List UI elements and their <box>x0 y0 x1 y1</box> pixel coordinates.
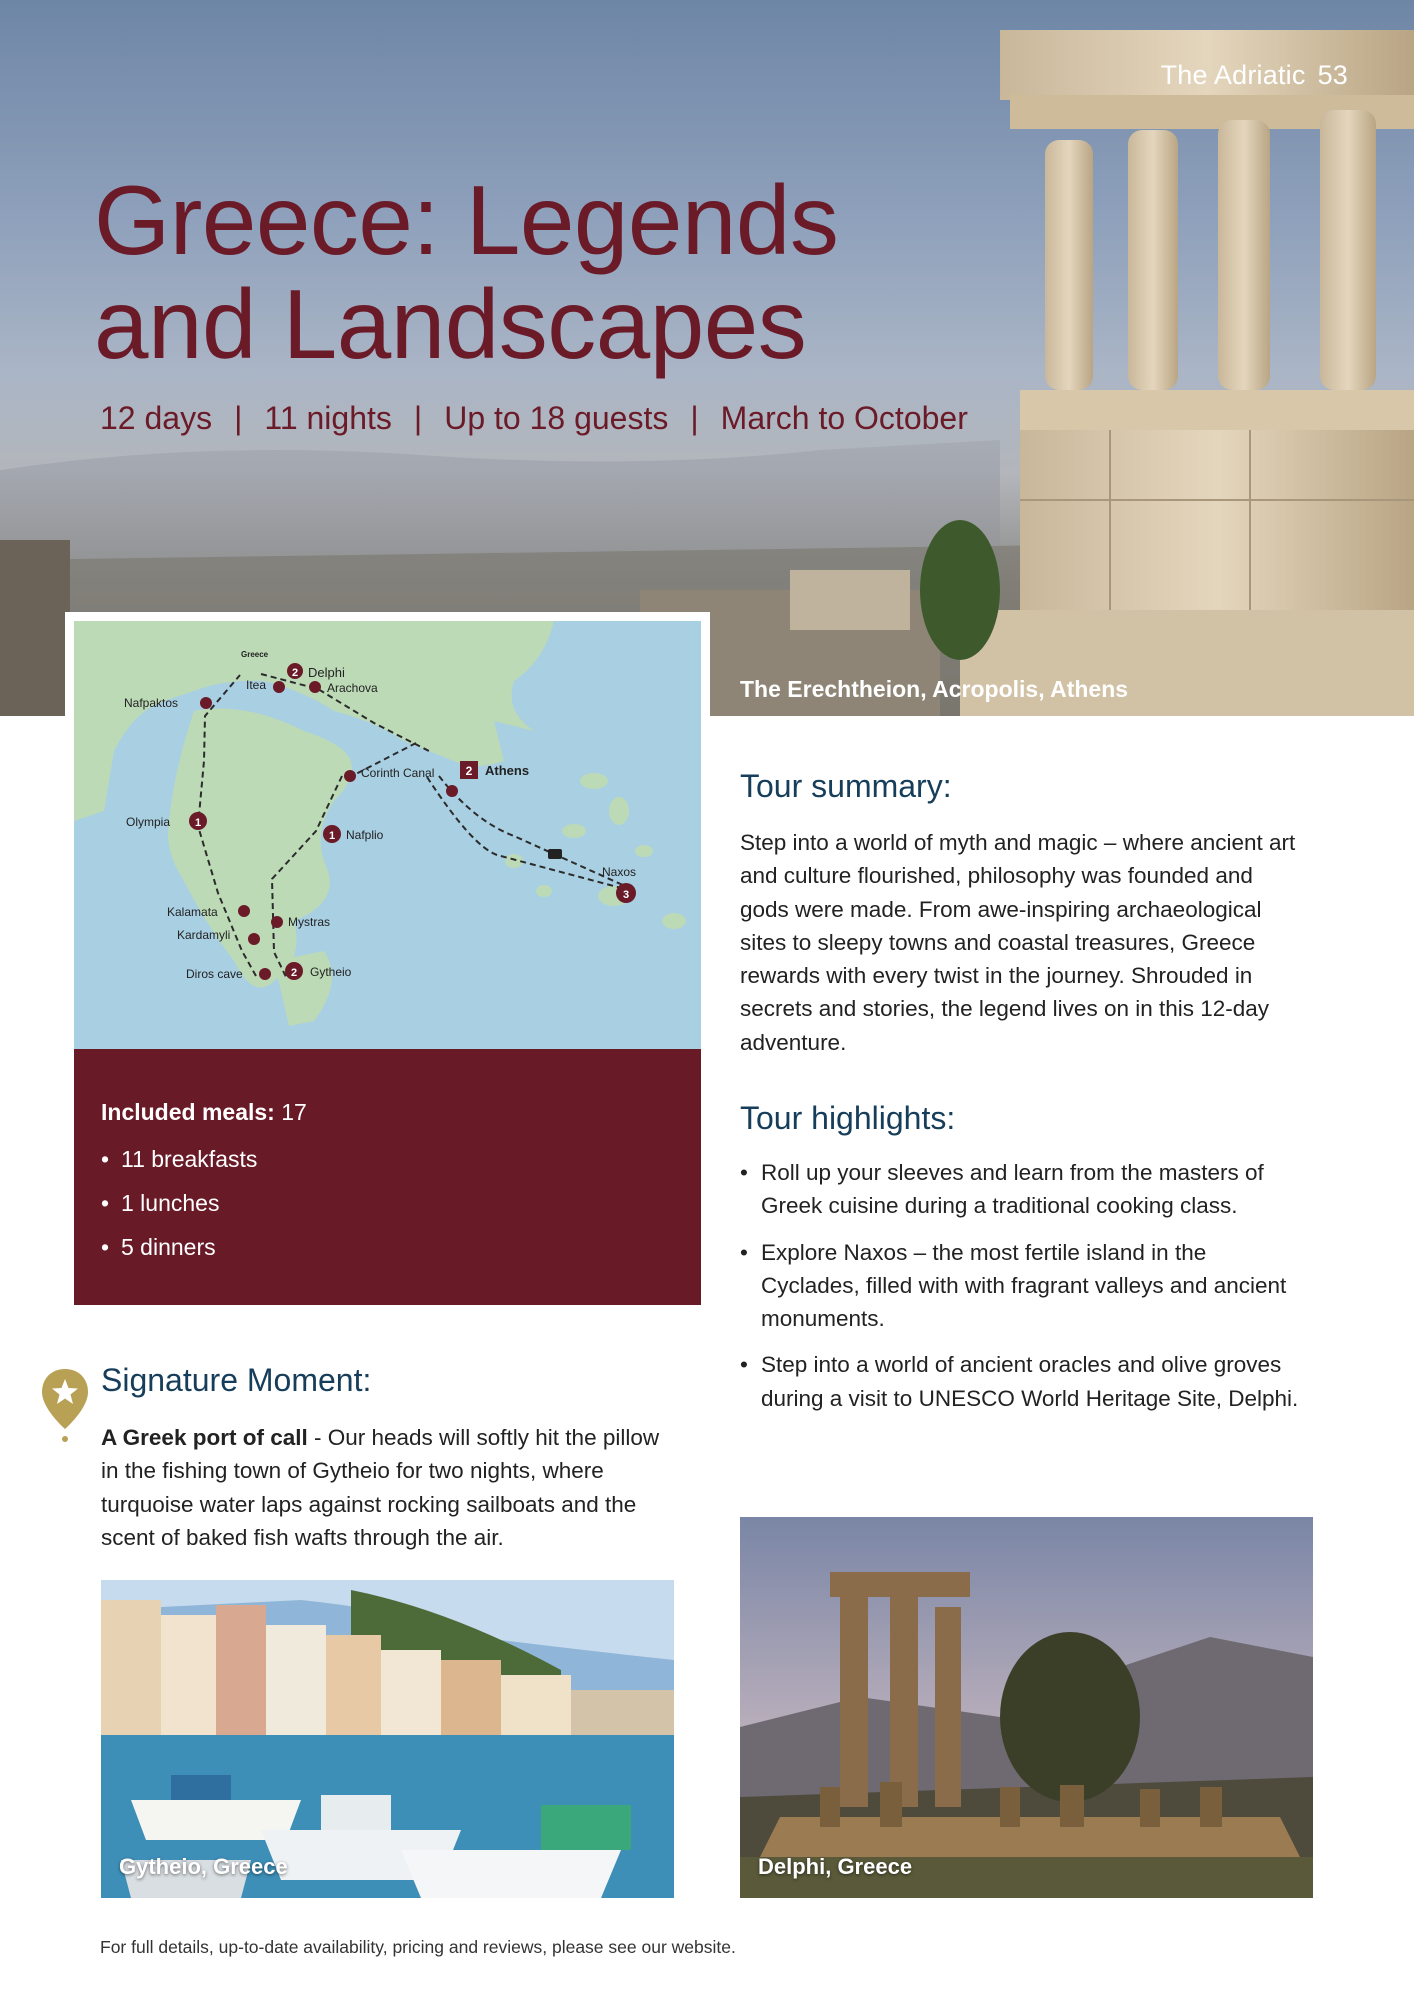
delphi-nights: 2 <box>291 667 299 679</box>
hero-caption: The Erechtheion, Acropolis, Athens <box>740 676 1129 702</box>
section-name: The Adriatic <box>1160 60 1306 90</box>
map-label-delphi: Delphi <box>308 665 345 680</box>
olympia-nights: 1 <box>194 817 202 829</box>
included-meals <box>74 1049 701 1305</box>
page-number: 53 <box>1317 60 1348 90</box>
map-label-itea: Itea <box>246 678 267 692</box>
meals-heading <box>101 1099 674 1126</box>
delphi-caption: Delphi, Greece <box>758 1854 913 1879</box>
tour-summary-text: Step into a world of myth and magic – where ancient art and culture flourished, philosophy was founded and gods were made. From awe-inspiring archaeological sites to sleepy towns and coastal treasures, Greece rewards with every twist in the journey. Shrouded in secrets and stories, the legend lives on in this 12-day adventure. <box>740 830 1296 1055</box>
highlight-item: • Explore Naxos – the most fertile island in the Cyclades, filled with with fragrant valleys and ancient monuments. <box>740 1236 1310 1336</box>
gytheio-caption: Gytheio, Greece <box>119 1854 288 1879</box>
map-label-gytheio: Gytheio <box>310 965 352 979</box>
meta-season: March to October <box>720 400 968 436</box>
map-label-nafpaktos: Nafpaktos <box>124 696 179 710</box>
map-label-nafplio: Nafplio <box>346 828 384 842</box>
gytheio-nights: 2 <box>290 967 298 979</box>
map-pin-star-icon <box>40 1367 90 1447</box>
highlight-item: • Step into a world of ancient oracles and olive groves during a visit to UNESCO World Heritage Site, Delphi. <box>740 1348 1310 1415</box>
map-label-athens: Athens <box>485 763 530 778</box>
hero-banner <box>0 0 1414 716</box>
title-line-1: Greece: Legends <box>94 165 839 275</box>
map-country-label: Greece <box>241 650 269 659</box>
map-label-kalamata: Kalamata <box>167 905 218 919</box>
map-card <box>65 612 710 1313</box>
tour-highlights-list <box>740 1156 1310 1428</box>
map-label-diros: Diros cave <box>186 967 243 981</box>
signature-body: - Our heads will softly hit the pillow in the fishing town of Gytheio for two nights, where turquoise water laps against rocking sailboats and the scent of baked fish wafts through the air. <box>101 1425 660 1550</box>
page-title <box>94 165 914 379</box>
meta-nights: 11 nights <box>264 400 392 436</box>
map-label-mystras: Mystras <box>288 915 330 929</box>
map-label-olympia: Olympia <box>126 815 171 829</box>
delphi-photo <box>740 1517 1313 1898</box>
map-islands <box>487 676 686 929</box>
tour-summary-heading: Tour summary: <box>740 768 952 804</box>
meals-list <box>101 1146 674 1261</box>
tour-highlights-heading: Tour highlights: <box>740 1100 956 1136</box>
map-label-arachova: Arachova <box>327 681 378 695</box>
page-label <box>1161 60 1348 91</box>
map-land-peloponnese <box>168 709 352 988</box>
map-label-corinth: Corinth Canal <box>361 766 435 780</box>
map-land-mani <box>274 951 332 1026</box>
meta-group: Up to 18 guests <box>444 400 669 436</box>
title-line-2: and Landscapes <box>94 269 807 379</box>
highlight-item: • Roll up your sleeves and learn from the masters of Greek cuisine during a traditional cooking class. <box>740 1156 1310 1223</box>
gytheio-photo <box>101 1580 674 1898</box>
signature-heading: Signature Moment: <box>101 1362 372 1398</box>
meals-label: Included meals: <box>101 1099 275 1125</box>
meal-item: • 1 lunches <box>101 1190 674 1217</box>
nafplio-nights: 1 <box>328 830 336 842</box>
meta-duration: 12 days <box>100 400 213 436</box>
athens-nights: 2 <box>465 764 473 778</box>
trip-meta: 12 days | 11 nights | Up to 18 guests | March to October <box>100 400 968 436</box>
signature-lead: A Greek port of call <box>101 1425 308 1450</box>
map-label-naxos: Naxos <box>602 865 637 879</box>
ferry-icon <box>548 849 562 859</box>
naxos-nights: 3 <box>622 889 630 901</box>
route-map <box>74 621 701 1049</box>
map-label-kardamyli: Kardamyli <box>177 928 231 942</box>
meal-item: • 11 breakfasts <box>101 1146 674 1173</box>
signature-text <box>101 1421 661 1554</box>
meal-item: • 5 dinners <box>101 1234 674 1261</box>
footer-note: For full details, up-to-date availability, pricing and reviews, please see our website. <box>100 1937 736 1957</box>
meals-count: 17 <box>281 1099 307 1125</box>
